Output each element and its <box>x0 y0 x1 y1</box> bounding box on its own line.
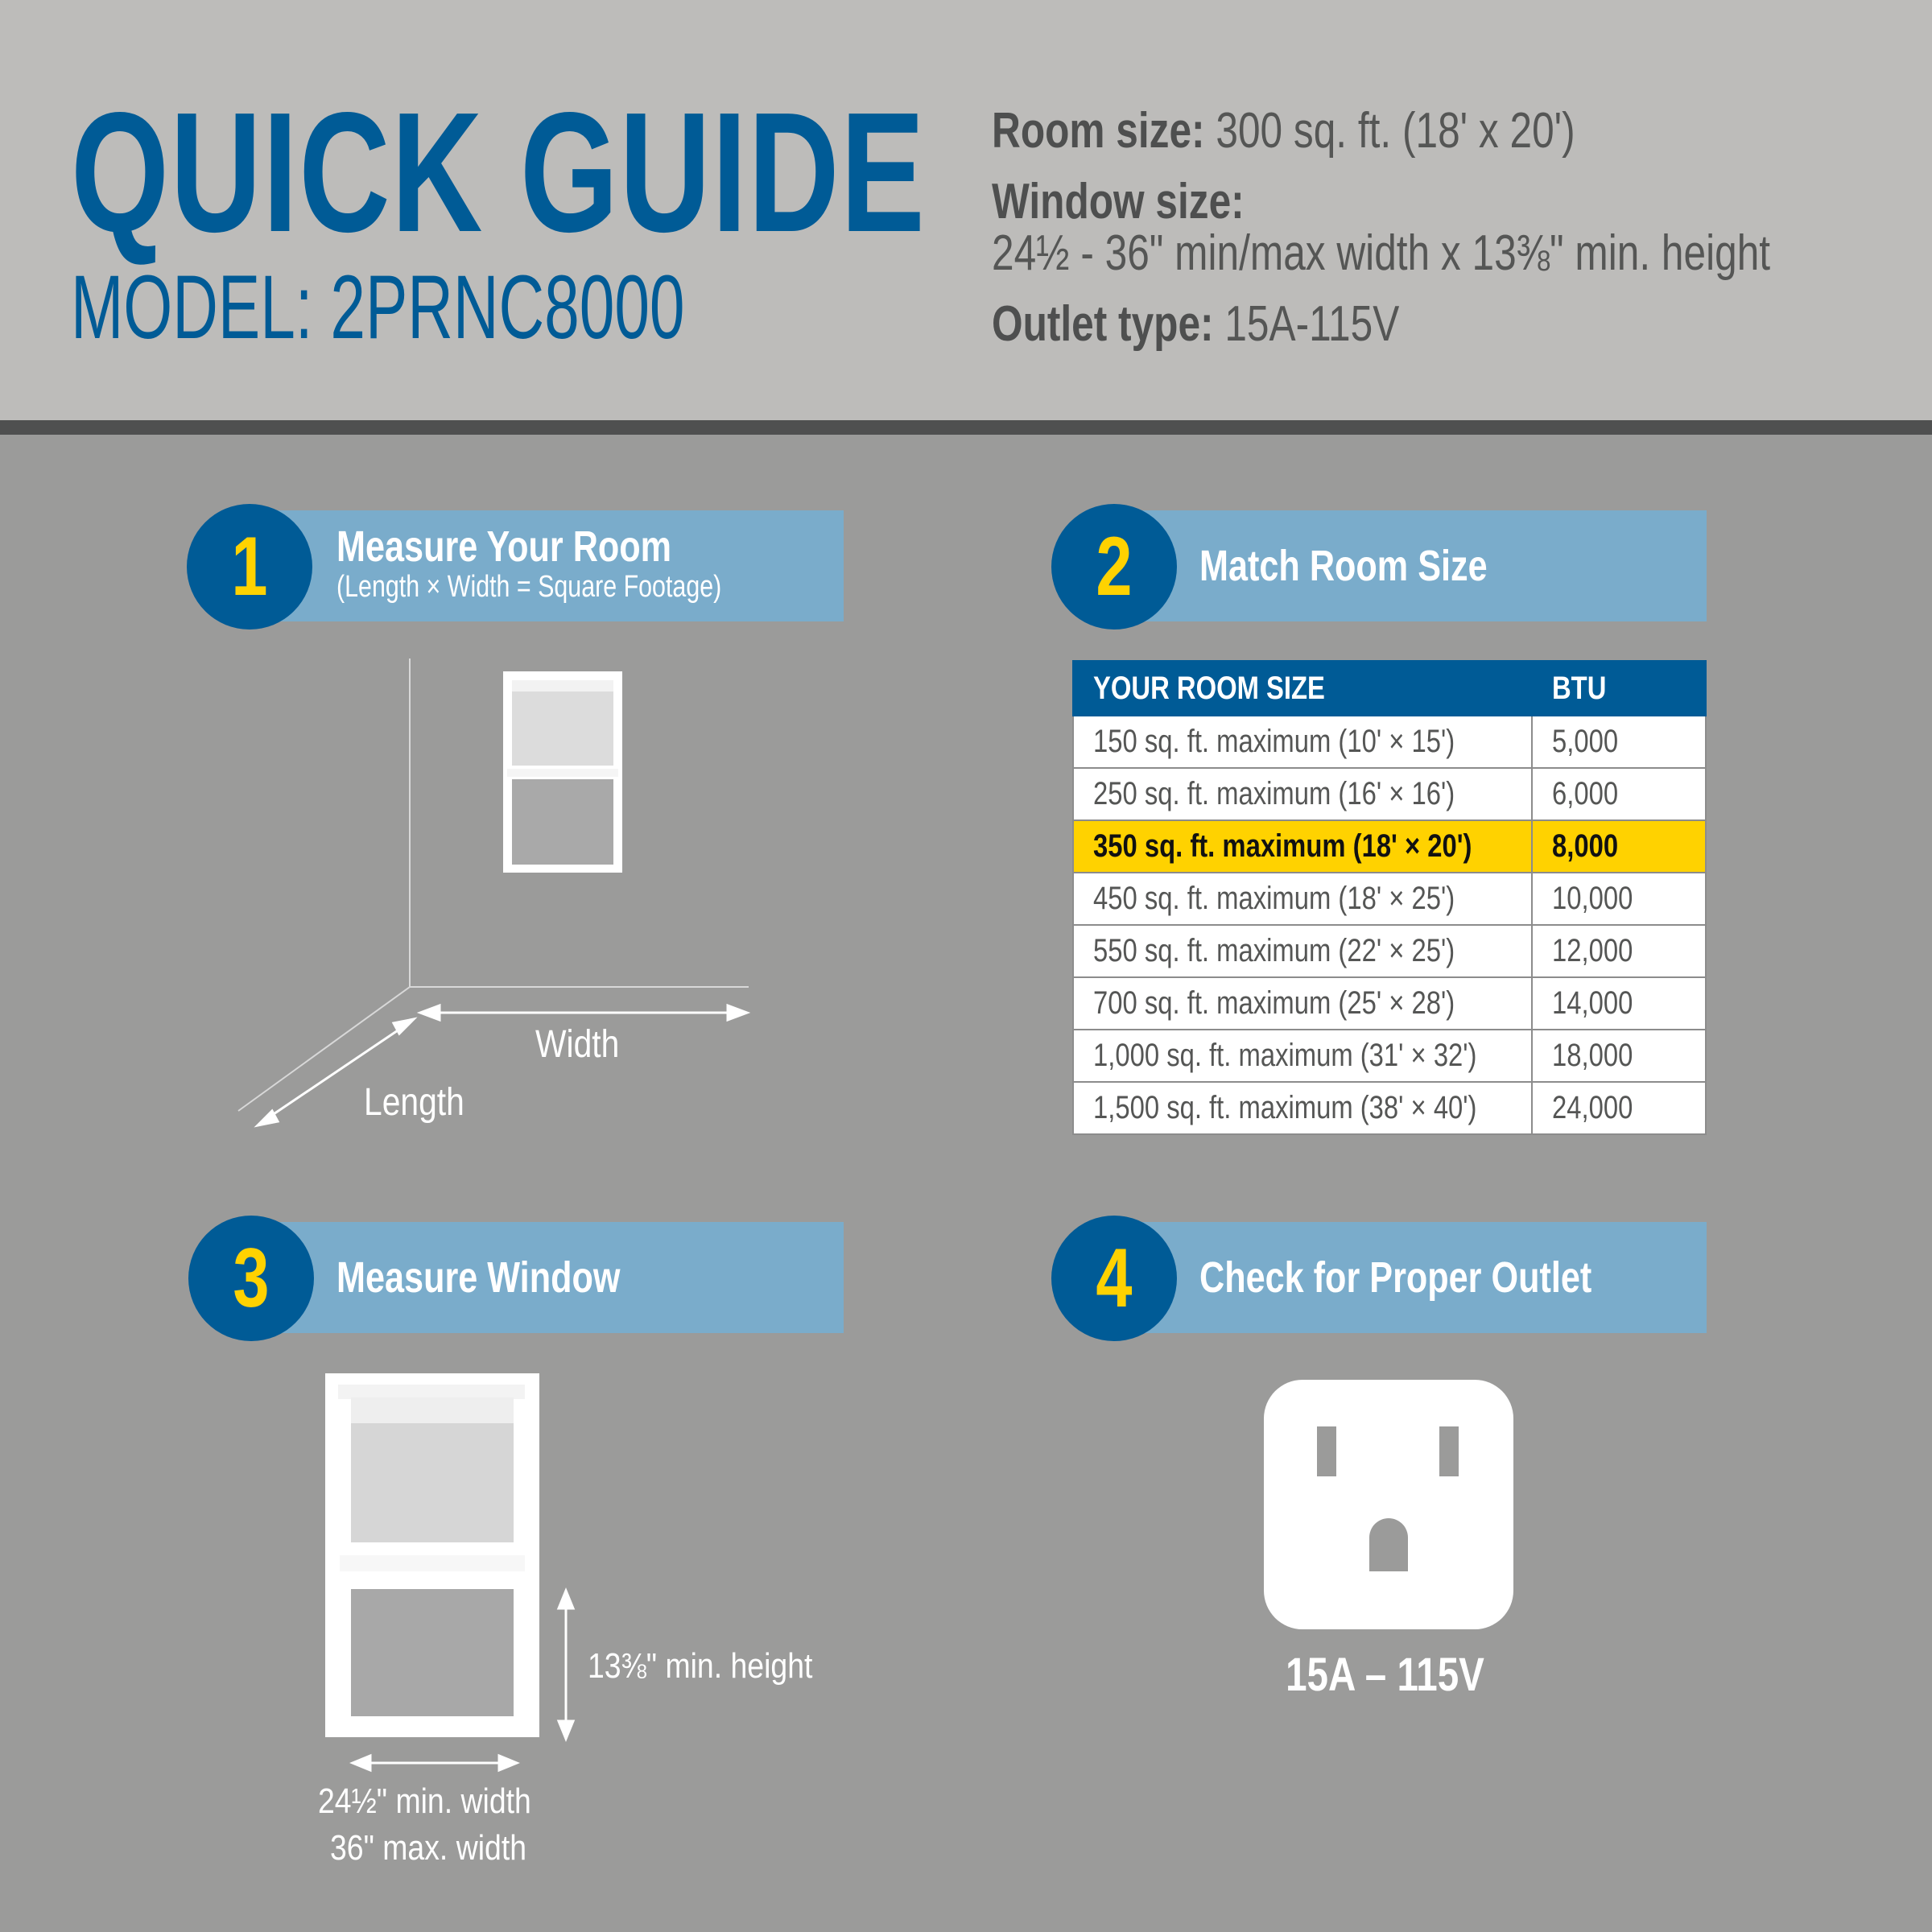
outlet-type-label: Outlet type: <box>992 296 1214 352</box>
btu-cell: 10,000 <box>1532 873 1706 925</box>
btu-cell: 14,000 <box>1532 977 1706 1030</box>
btu-cell: 6,000 <box>1532 768 1706 820</box>
btu-cell: 12,000 <box>1532 925 1706 977</box>
room-size-cell: 250 sq. ft. maximum (16' × 16') <box>1073 768 1532 820</box>
column-header-room-size: YOUR ROOM SIZE <box>1073 661 1532 716</box>
window-icon <box>325 1373 539 1737</box>
btu-cell: 18,000 <box>1532 1030 1706 1082</box>
window-min-width-label: 24½" min. width <box>318 1781 531 1821</box>
step-3-title: Measure Window <box>336 1253 621 1302</box>
width-label: Width <box>535 1023 620 1066</box>
step-1-title: Measure Your Room <box>336 522 672 571</box>
step-3-badge: 3 <box>188 1216 314 1341</box>
btu-cell: 8,000 <box>1532 820 1706 873</box>
column-header-btu: BTU <box>1532 661 1706 716</box>
room-size-cell: 550 sq. ft. maximum (22' × 25') <box>1073 925 1532 977</box>
room-size-cell: 350 sq. ft. maximum (18' × 20') <box>1073 820 1532 873</box>
height-arrow <box>559 1591 573 1739</box>
window-size-label: Window size: <box>992 174 1245 229</box>
min-width-arrow <box>353 1756 517 1770</box>
outlet-icon <box>1262 1378 1517 1633</box>
step-2-badge: 2 <box>1051 504 1177 630</box>
step-2-title: Match Room Size <box>1199 542 1488 590</box>
step-4-badge: 4 <box>1051 1216 1177 1341</box>
room-size-cell: 450 sq. ft. maximum (18' × 25') <box>1073 873 1532 925</box>
room-size-label: Room size: <box>992 103 1205 159</box>
step-4-title: Check for Proper Outlet <box>1199 1253 1592 1302</box>
window-size-value: 24½ - 36" min/max width x 13⅜" min. height <box>992 225 1771 281</box>
length-label: Length <box>364 1081 464 1124</box>
room-size-cell: 150 sq. ft. maximum (10' × 15') <box>1073 716 1532 768</box>
btu-cell: 5,000 <box>1532 716 1706 768</box>
window-height-label: 13⅜" min. height <box>588 1646 813 1686</box>
room-size-cell: 700 sq. ft. maximum (25' × 28') <box>1073 977 1532 1030</box>
window-max-width-label: 36" max. width <box>330 1828 527 1868</box>
model-number: MODEL: 2PRNC8000 <box>71 257 685 357</box>
page-title: QUICK GUIDE <box>71 76 927 267</box>
outlet-type-value: 15A-115V <box>1224 296 1400 352</box>
room-size-cell: 1,000 sq. ft. maximum (31' × 32') <box>1073 1030 1532 1082</box>
btu-cell: 24,000 <box>1532 1082 1706 1134</box>
room-size-cell: 1,500 sq. ft. maximum (38' × 40') <box>1073 1082 1532 1134</box>
room-size-value: 300 sq. ft. (18' x 20') <box>1216 103 1575 159</box>
outlet-label: 15A – 115V <box>1286 1649 1484 1701</box>
step-1-subtitle: (Length × Width = Square Footage) <box>336 570 722 604</box>
step-1-badge: 1 <box>187 504 312 630</box>
